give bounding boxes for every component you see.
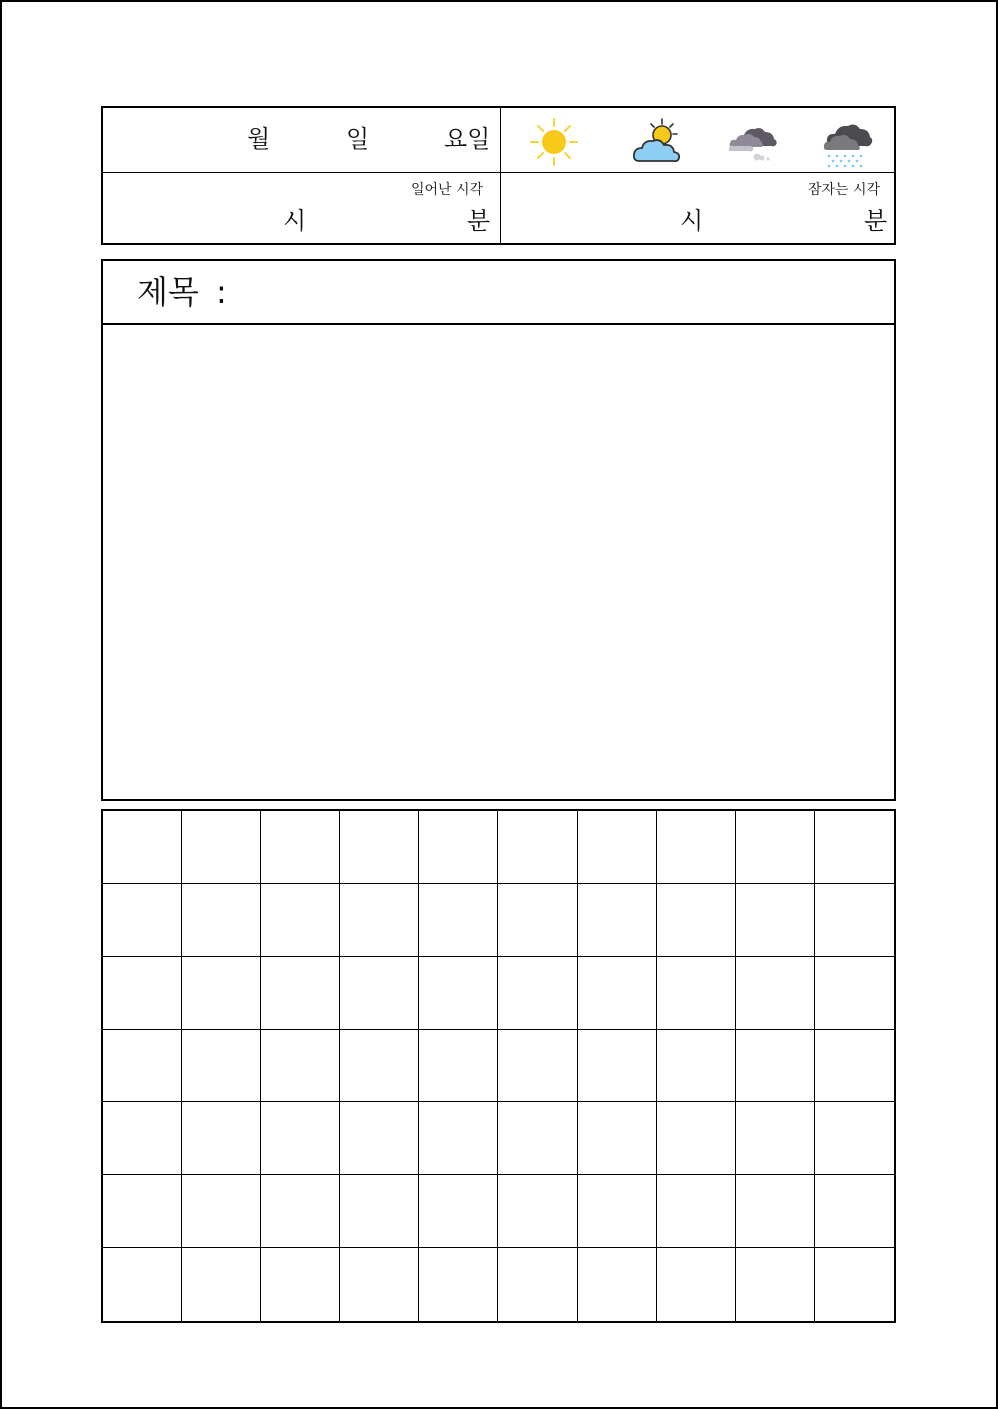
grid-cell[interactable] bbox=[103, 1248, 182, 1321]
grid-cell[interactable] bbox=[657, 884, 736, 957]
grid-cell[interactable] bbox=[578, 811, 657, 884]
diary-header bbox=[101, 106, 896, 245]
grid-cell[interactable] bbox=[261, 884, 340, 957]
story-body-area[interactable] bbox=[103, 325, 894, 799]
grid-cell[interactable] bbox=[419, 811, 498, 884]
grid-cell[interactable] bbox=[419, 1030, 498, 1103]
grid-cell[interactable] bbox=[261, 1030, 340, 1103]
grid-cell[interactable] bbox=[815, 811, 894, 884]
grid-cell[interactable] bbox=[340, 1175, 419, 1248]
grid-cell[interactable] bbox=[419, 1248, 498, 1321]
grid-cell[interactable] bbox=[498, 1175, 577, 1248]
sun-icon[interactable] bbox=[527, 116, 581, 168]
grid-cell[interactable] bbox=[578, 957, 657, 1030]
grid-cell[interactable] bbox=[182, 884, 261, 957]
grid-cell[interactable] bbox=[419, 884, 498, 957]
title-row[interactable] bbox=[103, 261, 894, 325]
grid-cell[interactable] bbox=[103, 884, 182, 957]
grid-cell[interactable] bbox=[261, 811, 340, 884]
grid-cell[interactable] bbox=[657, 1102, 736, 1175]
grid-cell[interactable] bbox=[103, 1102, 182, 1175]
grid-cell[interactable] bbox=[498, 1102, 577, 1175]
grid-cell[interactable] bbox=[182, 1102, 261, 1175]
grid-cell[interactable] bbox=[578, 884, 657, 957]
grid-cell[interactable] bbox=[182, 1030, 261, 1103]
grid-cell[interactable] bbox=[419, 1102, 498, 1175]
grid-cell[interactable] bbox=[340, 1030, 419, 1103]
grid-cell[interactable] bbox=[340, 811, 419, 884]
grid-cell[interactable] bbox=[736, 957, 815, 1030]
grid-cell[interactable] bbox=[657, 1030, 736, 1103]
grid-cell[interactable] bbox=[182, 1248, 261, 1321]
grid-cell[interactable] bbox=[340, 884, 419, 957]
grid-cell[interactable] bbox=[340, 1248, 419, 1321]
title-colon: : bbox=[216, 273, 227, 311]
grid-cell[interactable] bbox=[815, 884, 894, 957]
title-label: 제목 bbox=[137, 273, 199, 311]
grid-cell[interactable] bbox=[498, 1030, 577, 1103]
grid-cell[interactable] bbox=[103, 811, 182, 884]
grid-cell[interactable] bbox=[815, 957, 894, 1030]
weekday-label: 요일 bbox=[444, 125, 491, 153]
grid-cell[interactable] bbox=[498, 957, 577, 1030]
day-label: 일 bbox=[346, 125, 370, 153]
grid-cell[interactable] bbox=[340, 957, 419, 1030]
grid-cell[interactable] bbox=[736, 884, 815, 957]
grid-cell[interactable] bbox=[815, 1102, 894, 1175]
grid-cell[interactable] bbox=[815, 1175, 894, 1248]
grid-cell[interactable] bbox=[736, 1175, 815, 1248]
grid-cell[interactable] bbox=[103, 957, 182, 1030]
grid-cell[interactable] bbox=[498, 811, 577, 884]
grid-cell[interactable] bbox=[657, 957, 736, 1030]
partly-cloudy-icon[interactable] bbox=[631, 116, 685, 168]
wake-time-label: 일어난 시각 bbox=[411, 182, 484, 198]
cloudy-icon[interactable] bbox=[727, 116, 781, 168]
grid-cell[interactable] bbox=[657, 1175, 736, 1248]
writing-grid bbox=[101, 809, 896, 1323]
grid-cell[interactable] bbox=[419, 1175, 498, 1248]
grid-cell[interactable] bbox=[736, 811, 815, 884]
grid-cell[interactable] bbox=[498, 884, 577, 957]
grid-cell[interactable] bbox=[182, 811, 261, 884]
grid-cell[interactable] bbox=[498, 1248, 577, 1321]
grid-cell[interactable] bbox=[261, 1102, 340, 1175]
sleep-hour-label: 시 bbox=[680, 207, 704, 235]
sleep-minute-label: 분 bbox=[864, 207, 888, 235]
wake-minute-label: 분 bbox=[467, 207, 491, 235]
grid-cell[interactable] bbox=[736, 1102, 815, 1175]
grid-cell[interactable] bbox=[340, 1102, 419, 1175]
rain-icon[interactable] bbox=[820, 116, 874, 168]
grid-cell[interactable] bbox=[657, 1248, 736, 1321]
grid-cell[interactable] bbox=[578, 1175, 657, 1248]
header-row-divider bbox=[103, 172, 894, 173]
month-label: 월 bbox=[247, 125, 271, 153]
grid-cell[interactable] bbox=[261, 1248, 340, 1321]
grid-cell[interactable] bbox=[578, 1248, 657, 1321]
grid-cell[interactable] bbox=[657, 811, 736, 884]
grid-cell[interactable] bbox=[261, 957, 340, 1030]
grid-cell[interactable] bbox=[578, 1030, 657, 1103]
sleep-time-label: 잠자는 시각 bbox=[808, 182, 881, 198]
grid-cell[interactable] bbox=[736, 1030, 815, 1103]
grid-cell[interactable] bbox=[261, 1175, 340, 1248]
grid-cell[interactable] bbox=[578, 1102, 657, 1175]
story-section bbox=[101, 259, 896, 801]
grid-cell[interactable] bbox=[815, 1030, 894, 1103]
wake-hour-label: 시 bbox=[283, 207, 307, 235]
grid-cell[interactable] bbox=[103, 1175, 182, 1248]
header-column-divider bbox=[500, 108, 501, 243]
grid-cell[interactable] bbox=[815, 1248, 894, 1321]
grid-cell[interactable] bbox=[736, 1248, 815, 1321]
grid-cell[interactable] bbox=[419, 957, 498, 1030]
grid-cell[interactable] bbox=[103, 1030, 182, 1103]
grid-cell[interactable] bbox=[182, 957, 261, 1030]
grid-cell[interactable] bbox=[182, 1175, 261, 1248]
